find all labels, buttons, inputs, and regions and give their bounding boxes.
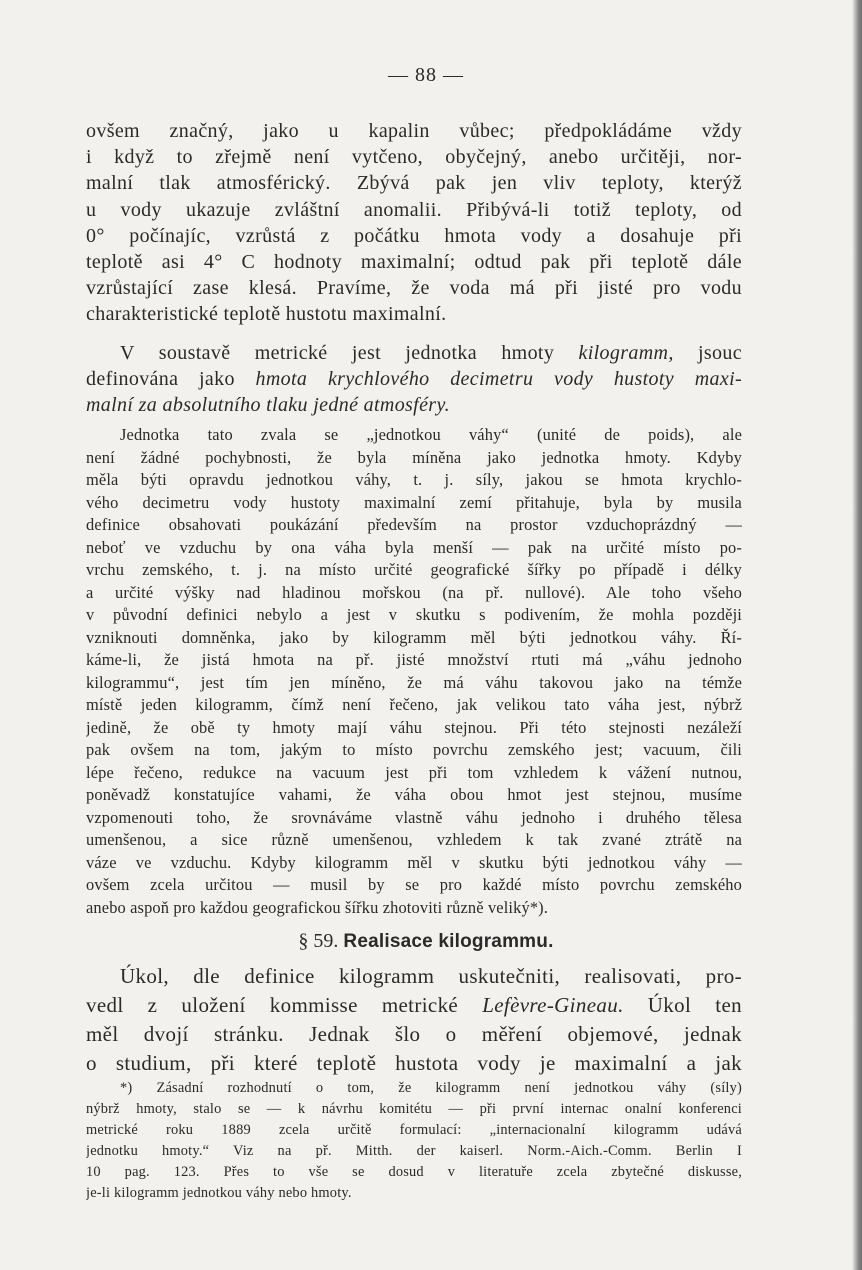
section-sign: § 59. (298, 930, 339, 952)
text-line: váze ve vzduchu. Kdyby kilogramm měl v skutku býti jednotkou váhy — (86, 852, 742, 872)
text-line (86, 366, 742, 392)
text-line: Úkol, dle definice kilogramm uskutečniti, realisovati, pro- (120, 964, 742, 988)
text-span: Úkol ten (623, 993, 742, 1017)
footnote-line: nýbrž hmoty, stalo se — k návrhu komitétu — při první internac onalní konferenci (86, 1101, 742, 1117)
paragraph-small-print (86, 424, 742, 919)
text-line: káme-li, že jistá hmota na př. jisté množství rtuti má „váhu jednoho (86, 650, 742, 669)
text-span: vedl z uložení kommisse metrické (86, 993, 483, 1017)
text-line: měla býti opravdu jednotkou váhy, t. j. síly, jakou se hmota krychlo- (86, 470, 742, 489)
text-line: v původní definici nebylo a jest v skutku s podivením, že mohla později (86, 605, 742, 624)
text-line (86, 392, 742, 418)
text-span: jsouc (673, 342, 742, 364)
text-line: ovšem zcela určitou — musil by se pro každé místo povrchu zemského (86, 875, 742, 894)
paragraph-4 (86, 962, 742, 1078)
text-line: umenšenou, a sice různě umenšenou, vzhledem k tak zvané ztrátě na (86, 830, 742, 849)
italic-term: kilogramm, (578, 342, 674, 364)
text-line: vzpomenouti toho, že srovnáváme vlastně váhu jednoho i druhého tělesa (86, 807, 742, 827)
text-line: vého decimetru vody hustoty maximalní zemí přitahuje, byla by musila (86, 492, 742, 512)
text-line: měl dvojí stránku. Jednak šlo o měření objemové, jednak (86, 1022, 742, 1046)
text-line: jedině, že obě ty hmoty mají váhu stejnou. Při této stejnosti nezáleží (86, 717, 742, 737)
footnote-line: 10 pag. 123. Přes to vše se dosud v literatuře zcela zbytečné diskusse, (86, 1164, 742, 1180)
text-span: definována jako (86, 368, 256, 391)
footnote (86, 1078, 742, 1204)
italic-name: Lefèvre-Gineau. (482, 993, 624, 1017)
italic-definition: hmota krychlového decimetru vody hustoty maxi- (255, 368, 742, 391)
text-line: ovšem značný, jako u kapalin vůbec; předpokládáme vždy (86, 120, 742, 142)
paragraph-1 (86, 118, 742, 328)
text-line: charakteristické teplotě hustotu maximalní. (86, 303, 447, 326)
text-line: lépe řečeno, redukce na vacuum jest při tom vzhledem k vážení nutnou, (86, 762, 742, 782)
page-edge-shadow (852, 0, 862, 1270)
text-line: poněvadž konstatujíce vahami, že váha obou hmot jest stejnou, musíme (86, 785, 742, 804)
text-line: Jednotka tato zvala se „jednotkou váhy“ (unité de poids), ale (120, 425, 742, 444)
footnote-line: je-li kilogramm jednotkou váhy nebo hmoty. (86, 1185, 352, 1201)
text-line: není žádné pochybnosti, že byla míněna jako jednotka hmoty. Kdyby (86, 447, 742, 467)
paragraph-definition (86, 340, 742, 419)
text-line: neboť ve vzduchu by ona váha byla menší — pak na určité místo po- (86, 537, 742, 557)
footnote-line: metrické roku 1889 zcela určitě formulací: „internacionalní kilogramm udává (86, 1122, 742, 1138)
footnote-line: jednotku hmoty.“ Viz na př. Mitth. der kaiserl. Norm.-Aich.-Comm. Berlin I (86, 1143, 742, 1159)
text-line: 0° počínajíc, vzrůstá z počátku hmota vody a dosahuje při (86, 224, 742, 247)
text-line: u vody ukazuje zvláštní anomalii. Přibývá-li totiž teploty, od (86, 198, 742, 221)
text-line (86, 991, 742, 1020)
page-number: — 88 — (388, 64, 464, 86)
text-line: i když to zřejmě není vytčeno, obyčejný, anebo určitěji, nor- (86, 146, 742, 169)
footnote-line: *) Zásadní rozhodnutí o tom, že kilogramm není jednotkou váhy (síly) (120, 1080, 742, 1096)
text-line: o studium, při které teplotě hustota vody je maximalní a jak (86, 1051, 742, 1075)
text-line: vrchu zemského, t. j. na místo určité geografické šířky po případě i délky (86, 560, 742, 579)
section-title: Realisace kilogrammu. (343, 931, 554, 952)
section-heading (0, 930, 852, 953)
text-line: teplotě asi 4° C hodnoty maximalní; odtud pak při teplotě dále (86, 251, 742, 274)
text-line: vzrůstající zase klesá. Pravíme, že voda má při jisté pro vodu (86, 277, 742, 300)
text-line: kilogrammu“, jest tím jen míněno, že má váhu takovou jako na témže (86, 672, 742, 692)
text-line: malní tlak atmosférický. Zbývá pak jen vliv teploty, kterýž (86, 172, 742, 195)
text-line: anebo aspoň pro každou geografickou šířku zhotoviti různě veliký*). (86, 897, 549, 917)
text-span: V soustavě metrické jest jednotka hmoty (120, 342, 579, 364)
text-line: vzniknouti domněnka, jako by kilogramm měl býti jednotkou váhy. Ří- (86, 627, 742, 647)
text-line: místě jeden kilogramm, čímž není řečeno, jak velikou tato váha jest, nýbrž (86, 695, 742, 714)
text-line (86, 340, 742, 366)
italic-definition: malní za absolutního tlaku jedné atmosféry. (86, 394, 450, 417)
text-line: definice obsahovati poukázání především na prostor vzduchoprázdný — (86, 515, 742, 534)
text-line: a určité výšky nad hladinou mořskou (na př. nullové). Ale toho všeho (86, 582, 742, 602)
text-line: pak ovšem na tom, jakým to místo povrchu zemského jest; vacuum, čili (86, 740, 742, 759)
